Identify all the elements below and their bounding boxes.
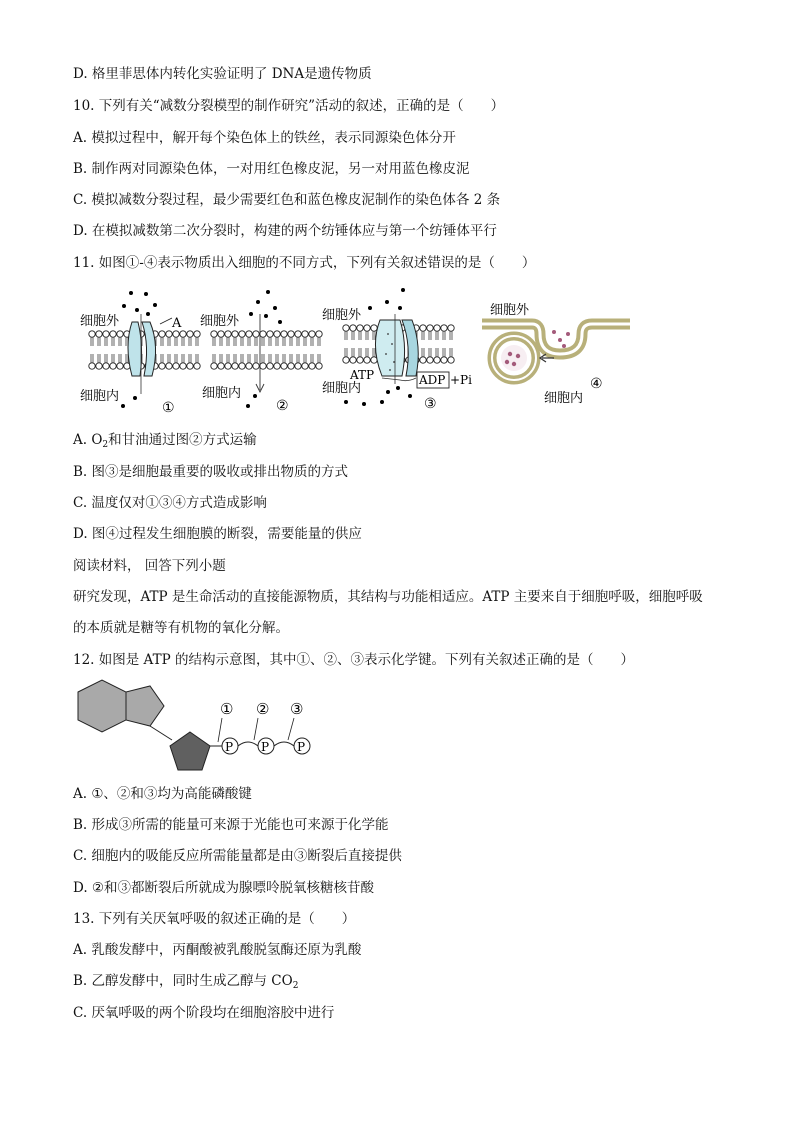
adenine-pentagon: [126, 686, 164, 726]
fig11-atp-label: ATP: [350, 368, 375, 382]
fig11-outside-label-1: 细胞外: [80, 314, 120, 329]
membrane-transport-figure: [70, 284, 630, 414]
fig11-protein-a-label: A: [172, 316, 182, 331]
reading-paragraph-line-1: 研究发现，ATP 是生命活动的直接能源物质，其结构与功能相适应。ATP 主要来自于细胞呼吸，细胞呼吸: [73, 589, 703, 605]
phosphate-3-label: P: [297, 740, 306, 754]
fig11-outside-label-3: 细胞外: [322, 308, 362, 323]
panel-2-free-diffusion: [200, 290, 322, 414]
fig11-panel-number-1: ①: [162, 400, 175, 414]
q11-stem: 11. 如图①-④表示物质出入细胞的不同方式，下列有关叙述错误的是（ ）: [73, 255, 536, 271]
q11-option-c: C. 温度仅对①③④方式造成影响: [73, 495, 267, 511]
atp-structure-figure: [72, 678, 332, 778]
q10-option-c: C. 模拟减数分裂过程，最少需要红色和蓝色橡皮泥制作的染色体各 2 条: [73, 192, 501, 208]
fig11-pi-label: +Pi: [450, 373, 472, 387]
ribose-pentagon: [170, 732, 210, 770]
reading-title: 阅读材料， 回答下列小题: [73, 558, 226, 574]
q13-stem: 13. 下列有关厌氧呼吸的叙述正确的是（ ）: [73, 911, 356, 927]
fig11-panel-number-4: ④: [590, 376, 603, 392]
q11-option-a: A. $O_2$和甘油通过图②方式运输: [73, 432, 257, 450]
fig11-outside-label-2: 细胞外: [200, 314, 240, 329]
fig11-inside-label-4: 细胞内: [544, 391, 584, 406]
q12-option-a: A. ①、②和③均为高能磷酸键: [73, 786, 252, 802]
fig11-inside-label-3: 细胞内: [322, 381, 362, 396]
q13-option-b: B. 乙醇发酵中，同时生成乙醇与 $CO_2$: [73, 973, 299, 991]
q10-option-a: A. 模拟过程中，解开每个染色体上的铁丝，表示同源染色体分开: [73, 130, 456, 146]
q10-option-d: D. 在模拟减数第二次分裂时，构建的两个纺锤体应与第一个纺锤体平行: [73, 223, 497, 239]
panel-3-active-transport: [322, 288, 472, 412]
q12-stem: 12. 如图是 ATP 的结构示意图，其中①、②、③表示化学键。下列有关叙述正确的是（ ）: [73, 652, 634, 668]
q10-option-b: B. 制作两对同源染色体，一对用红色橡皮泥，另一对用蓝色橡皮泥: [73, 161, 470, 177]
q13-option-a: A. 乳酸发酵中，丙酮酸被乳酸脱氢酶还原为乳酸: [73, 942, 362, 958]
bond-label-1: ①: [220, 700, 234, 718]
q9-option-d: D. 格里菲思体内转化实验证明了 DNA是遗传物质: [73, 66, 372, 82]
q11-option-b: B. 图③是细胞最重要的吸收或排出物质的方式: [73, 464, 349, 480]
q12-option-c: C. 细胞内的吸能反应所需能量都是由③断裂后直接提供: [73, 848, 402, 864]
panel-4-endocytosis: [482, 303, 630, 406]
bond-label-3: ③: [290, 700, 304, 718]
panel-1-channel: [80, 291, 200, 414]
fig11-panel-number-2: ②: [276, 398, 289, 414]
fig11-adp-label: ADP: [419, 373, 446, 387]
adenine-hexagon: [78, 680, 126, 732]
q10-stem: 10. 下列有关“减数分裂模型的制作研究”活动的叙述，正确的是（ ）: [73, 98, 505, 114]
phosphate-2-label: P: [261, 740, 270, 754]
q12-option-b: B. 形成③所需的能量可来源于光能也可来源于化学能: [73, 817, 389, 833]
fig11-outside-label-4: 细胞外: [490, 303, 530, 318]
bond-label-2: ②: [256, 700, 270, 718]
q13-option-c: C. 厌氧呼吸的两个阶段均在细胞溶胶中进行: [73, 1005, 335, 1021]
fig11-inside-label-2: 细胞内: [202, 386, 242, 401]
reading-paragraph-line-2: 的本质就是糖等有机物的氧化分解。: [73, 620, 289, 636]
phosphate-1-label: P: [225, 740, 234, 754]
fig11-panel-number-3: ③: [424, 396, 437, 412]
q11-option-d: D. 图④过程发生细胞膜的断裂，需要能量的供应: [73, 526, 362, 542]
fig11-inside-label-1: 细胞内: [80, 389, 120, 404]
q12-option-d: D. ②和③都断裂后所就成为腺嘌呤脱氧核糖核苷酸: [73, 880, 375, 896]
